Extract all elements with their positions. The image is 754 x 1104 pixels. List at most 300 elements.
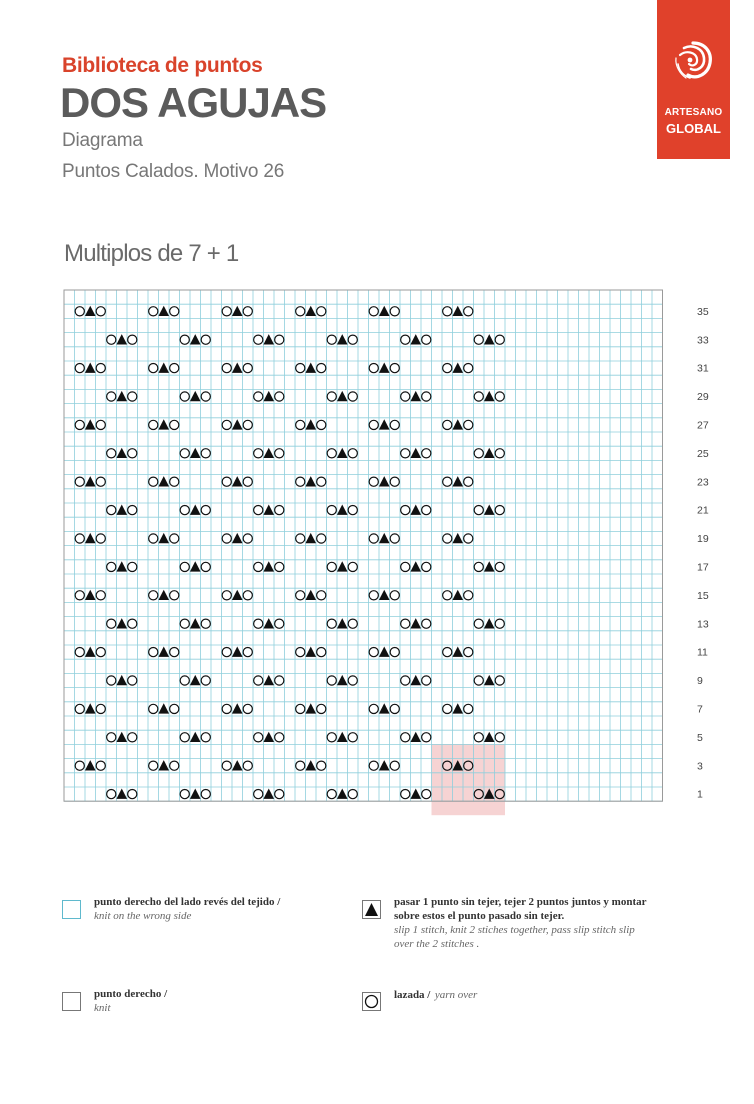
yarn-over-symbol xyxy=(464,364,473,373)
yarn-over-symbol xyxy=(401,676,410,685)
yarn-over-symbol xyxy=(96,477,105,486)
sk2p-symbol xyxy=(263,448,274,458)
yarn-over-symbol xyxy=(369,477,378,486)
yarn-over-symbol xyxy=(443,420,452,429)
sk2p-symbol xyxy=(85,476,96,486)
yarn-over-symbol xyxy=(107,506,116,515)
sk2p-symbol xyxy=(232,590,243,600)
yarn-over-symbol xyxy=(243,307,252,316)
yarn-over-symbol xyxy=(422,619,431,628)
yarn-over-symbol xyxy=(275,790,284,799)
yarn-over-symbol xyxy=(369,761,378,770)
sk2p-symbol xyxy=(484,561,495,571)
yarn-over-symbol xyxy=(327,619,336,628)
row-number: 5 xyxy=(697,731,703,744)
sk2p-symbol xyxy=(158,703,169,713)
yarn-over-symbol xyxy=(201,506,210,515)
yarn-over-symbol xyxy=(390,477,399,486)
yarn-over-symbol xyxy=(327,733,336,742)
yarn-over-symbol xyxy=(149,307,158,316)
yarn-over-symbol xyxy=(243,420,252,429)
yarn-over-symbol xyxy=(369,307,378,316)
yarn-over-symbol xyxy=(128,335,137,344)
sk2p-symbol xyxy=(410,448,421,458)
yarn-over-symbol xyxy=(275,562,284,571)
yarn-over-symbol xyxy=(443,307,452,316)
sk2p-symbol xyxy=(410,675,421,685)
yarn-over-symbol xyxy=(96,761,105,770)
sk2p-symbol xyxy=(263,391,274,401)
yarn-over-symbol xyxy=(75,420,84,429)
sk2p-symbol xyxy=(305,363,316,373)
yarn-over-symbol xyxy=(401,506,410,515)
sk2p-symbol xyxy=(484,618,495,628)
sk2p-symbol xyxy=(379,306,390,316)
subtitle: Diagrama xyxy=(62,130,143,151)
yarn-over-symbol xyxy=(243,761,252,770)
sk2p-symbol xyxy=(379,760,390,770)
yarn-over-symbol xyxy=(275,449,284,458)
yarn-over-symbol xyxy=(107,733,116,742)
yarn-over-symbol xyxy=(180,449,189,458)
yarn-over-symbol xyxy=(275,676,284,685)
yarn-over-symbol xyxy=(170,307,179,316)
sk2p-symbol xyxy=(410,618,421,628)
sk2p-symbol xyxy=(305,703,316,713)
yarn-over-symbol xyxy=(327,790,336,799)
knit-wrong-side-box-icon xyxy=(62,900,81,919)
sk2p-symbol xyxy=(452,419,463,429)
sk2p-symbol xyxy=(337,732,348,742)
sk2p-symbol xyxy=(116,675,127,685)
yarn-over-symbol xyxy=(128,733,137,742)
sk2p-symbol xyxy=(263,561,274,571)
yarn-over-symbol xyxy=(96,704,105,713)
yarn-over-symbol xyxy=(75,534,84,543)
yarn-over-symbol xyxy=(75,364,84,373)
yarn-over-symbol xyxy=(401,619,410,628)
sk2p-symbol xyxy=(337,505,348,515)
yarn-over-symbol xyxy=(369,420,378,429)
sk2p-symbol xyxy=(305,647,316,657)
sk2p-symbol xyxy=(263,618,274,628)
legend-text-es: lazada / xyxy=(394,989,431,1001)
sk2p-symbol xyxy=(452,533,463,543)
sk2p-symbol xyxy=(263,789,274,799)
yarn-over-symbol xyxy=(327,562,336,571)
yarn-over-symbol xyxy=(401,733,410,742)
yarn-over-symbol xyxy=(317,591,326,600)
yarn-over-symbol xyxy=(348,506,357,515)
yarn-over-symbol xyxy=(422,506,431,515)
sk2p-symbol xyxy=(85,306,96,316)
sk2p-symbol xyxy=(190,675,201,685)
row-number: 19 xyxy=(697,533,709,546)
row-number: 31 xyxy=(697,362,709,375)
sk2p-symbol xyxy=(410,561,421,571)
sk2p-symbol xyxy=(410,391,421,401)
yarn-over-symbol xyxy=(369,704,378,713)
yarn-over-symbol xyxy=(348,619,357,628)
sk2p-symbol xyxy=(85,363,96,373)
row-number: 27 xyxy=(697,419,709,432)
yarn-over-symbol xyxy=(201,562,210,571)
sk2p-symbol xyxy=(232,306,243,316)
yarn-over-symbol xyxy=(317,704,326,713)
yarn-over-symbol xyxy=(222,534,231,543)
yarn-over-symbol xyxy=(75,704,84,713)
yarn-over-symbol xyxy=(390,648,399,657)
legend-text-en: knit xyxy=(94,1002,111,1014)
yarn-over-symbol xyxy=(348,449,357,458)
yarn-over-symbol xyxy=(422,449,431,458)
yarn-over-symbol xyxy=(464,477,473,486)
sk2p-symbol xyxy=(452,363,463,373)
sk2p-symbol xyxy=(410,505,421,515)
yarn-over-symbol xyxy=(149,591,158,600)
sk2p-symbol xyxy=(190,732,201,742)
yarn-over-symbol xyxy=(107,676,116,685)
yarn-over-symbol xyxy=(401,392,410,401)
sk2p-symbol xyxy=(337,675,348,685)
row-number: 25 xyxy=(697,447,709,460)
sk2p-symbol xyxy=(305,533,316,543)
sk2p-symbol xyxy=(305,476,316,486)
sk2p-symbol xyxy=(410,334,421,344)
sk2p-symbol xyxy=(190,505,201,515)
yarn-over-symbol xyxy=(422,392,431,401)
sk2p-symbol xyxy=(232,703,243,713)
repeat-highlight xyxy=(432,744,506,815)
yarn-over-circle-icon xyxy=(362,992,381,1011)
sk2p-symbol xyxy=(190,448,201,458)
yarn-over-symbol xyxy=(201,733,210,742)
row-number: 3 xyxy=(697,760,703,773)
yarn-over-symbol xyxy=(317,307,326,316)
yarn-over-symbol xyxy=(254,506,263,515)
yarn-over-symbol xyxy=(96,534,105,543)
yarn-over-symbol xyxy=(390,364,399,373)
yarn-over-symbol xyxy=(474,562,483,571)
yarn-over-symbol xyxy=(317,761,326,770)
sk2p-symbol xyxy=(263,334,274,344)
yarn-over-symbol xyxy=(348,335,357,344)
yarn-over-symbol xyxy=(422,790,431,799)
yarn-over-symbol xyxy=(170,648,179,657)
sk2p-symbol xyxy=(337,561,348,571)
sk2p-symbol xyxy=(85,647,96,657)
yarn-over-symbol xyxy=(254,449,263,458)
sk2p-symbol xyxy=(337,391,348,401)
sk2p-symbol xyxy=(305,419,316,429)
row-number: 35 xyxy=(697,305,709,318)
yarn-over-symbol xyxy=(107,790,116,799)
yarn-over-symbol xyxy=(254,335,263,344)
yarn-over-symbol xyxy=(275,506,284,515)
sk2p-symbol xyxy=(190,789,201,799)
yarn-over-symbol xyxy=(495,335,504,344)
yarn-over-symbol xyxy=(96,307,105,316)
yarn-over-symbol xyxy=(464,420,473,429)
yarn-over-symbol xyxy=(75,477,84,486)
yarn-over-symbol xyxy=(170,591,179,600)
yarn-over-symbol xyxy=(422,335,431,344)
yarn-over-symbol xyxy=(464,648,473,657)
yarn-over-symbol xyxy=(201,392,210,401)
yarn-over-symbol xyxy=(180,676,189,685)
yarn-over-symbol xyxy=(180,619,189,628)
yarn-over-symbol xyxy=(254,733,263,742)
sk2p-symbol xyxy=(158,306,169,316)
yarn-over-symbol xyxy=(401,335,410,344)
legend-text-en: over the 2 stitches . xyxy=(394,938,480,950)
yarn-over-symbol xyxy=(128,562,137,571)
yarn-over-symbol xyxy=(149,534,158,543)
yarn-over-symbol xyxy=(201,619,210,628)
sk2p-symbol xyxy=(410,732,421,742)
sk2p-symbol xyxy=(190,618,201,628)
yarn-over-symbol xyxy=(474,733,483,742)
yarn-over-symbol xyxy=(474,335,483,344)
sk2p-symbol xyxy=(484,334,495,344)
sk2p-symbol xyxy=(379,363,390,373)
yarn-over-symbol xyxy=(296,420,305,429)
yarn-over-symbol xyxy=(296,704,305,713)
sk2p-symbol xyxy=(116,334,127,344)
sk2p-symbol xyxy=(158,647,169,657)
sk2p-symbol xyxy=(379,533,390,543)
sk2p-symbol xyxy=(263,675,274,685)
sk2p-symbol xyxy=(232,647,243,657)
sk2p-symbol xyxy=(116,789,127,799)
series-title: Biblioteca de puntos xyxy=(62,54,263,77)
yarn-over-symbol xyxy=(149,704,158,713)
yarn-over-symbol xyxy=(327,392,336,401)
yarn-over-symbol xyxy=(222,364,231,373)
yarn-over-symbol xyxy=(443,477,452,486)
sk2p-symbol xyxy=(337,334,348,344)
yarn-over-symbol xyxy=(390,420,399,429)
yarn-over-symbol xyxy=(180,790,189,799)
sk2p-symbol xyxy=(379,647,390,657)
sk2p-symbol xyxy=(116,505,127,515)
legend-text-en: yarn over xyxy=(434,989,478,1001)
yarn-over-symbol xyxy=(390,534,399,543)
yarn-over-symbol xyxy=(474,619,483,628)
legend-text-es: sobre estos el punto pasado sin tejer. xyxy=(394,910,565,922)
yarn-over-symbol xyxy=(180,733,189,742)
sk2p-symbol xyxy=(232,760,243,770)
yarn-over-symbol xyxy=(96,591,105,600)
yarn-over-symbol xyxy=(149,761,158,770)
sk2p-symbol xyxy=(379,590,390,600)
sk2p-symbol xyxy=(116,732,127,742)
yarn-over-symbol xyxy=(149,364,158,373)
yarn-over-symbol xyxy=(443,364,452,373)
yarn-over-symbol xyxy=(107,335,116,344)
yarn-over-symbol xyxy=(390,704,399,713)
yarn-over-symbol xyxy=(201,335,210,344)
yarn-over-symbol xyxy=(128,790,137,799)
sk2p-symbol xyxy=(484,391,495,401)
sk2p-symbol xyxy=(232,363,243,373)
yarn-over-symbol xyxy=(275,335,284,344)
yarn-over-symbol xyxy=(180,506,189,515)
sk2p-symbol xyxy=(158,476,169,486)
yarn-over-symbol xyxy=(243,477,252,486)
yarn-over-symbol xyxy=(149,477,158,486)
yarn-over-symbol xyxy=(243,648,252,657)
yarn-over-symbol xyxy=(296,307,305,316)
yarn-over-symbol xyxy=(75,648,84,657)
yarn-over-symbol xyxy=(348,562,357,571)
yarn-over-symbol xyxy=(474,506,483,515)
yarn-over-symbol xyxy=(348,733,357,742)
yarn-over-symbol xyxy=(222,648,231,657)
sk2p-symbol xyxy=(158,363,169,373)
sk2p-symbol xyxy=(158,590,169,600)
pattern-name: Puntos Calados. Motivo 26 xyxy=(62,161,285,182)
legend-text-es: pasar 1 punto sin tejer, tejer 2 puntos juntos y montar xyxy=(394,896,647,908)
yarn-over-symbol xyxy=(222,591,231,600)
sk2p-symbol xyxy=(85,703,96,713)
yarn-over-symbol xyxy=(222,420,231,429)
row-number: 17 xyxy=(697,561,709,574)
yarn-over-symbol xyxy=(254,562,263,571)
row-number: 11 xyxy=(697,646,708,659)
yarn-over-symbol xyxy=(222,477,231,486)
row-number: 23 xyxy=(697,476,709,489)
row-number: 15 xyxy=(697,589,709,602)
yarn-over-symbol xyxy=(422,562,431,571)
yarn-over-symbol xyxy=(254,619,263,628)
yarn-over-symbol xyxy=(422,733,431,742)
sk2p-symbol xyxy=(305,590,316,600)
yarn-over-symbol xyxy=(96,420,105,429)
sk2p-symbol xyxy=(190,334,201,344)
sk2p-symbol xyxy=(484,448,495,458)
legend-text-es: punto derecho / xyxy=(94,988,168,1000)
yarn-over-symbol xyxy=(254,676,263,685)
yarn-over-symbol xyxy=(243,704,252,713)
sk2p-symbol xyxy=(263,732,274,742)
yarn-over-symbol xyxy=(201,449,210,458)
yarn-over-symbol xyxy=(201,676,210,685)
sk2p-symbol xyxy=(232,533,243,543)
yarn-over-symbol xyxy=(75,307,84,316)
yarn-over-symbol xyxy=(201,790,210,799)
yarn-over-symbol xyxy=(348,790,357,799)
yarn-over-symbol xyxy=(296,591,305,600)
sk2p-symbol xyxy=(337,618,348,628)
yarn-over-symbol xyxy=(390,307,399,316)
yarn-over-symbol xyxy=(149,648,158,657)
sk2p-symbol xyxy=(263,505,274,515)
sk2p-symbol xyxy=(85,590,96,600)
row-number: 1 xyxy=(697,788,703,801)
yarn-over-symbol xyxy=(170,364,179,373)
yarn-over-symbol xyxy=(327,676,336,685)
yarn-over-symbol xyxy=(369,648,378,657)
yarn-over-symbol xyxy=(443,704,452,713)
yarn-over-symbol xyxy=(149,420,158,429)
yarn-over-symbol xyxy=(495,392,504,401)
sk2p-symbol xyxy=(484,675,495,685)
yarn-over-symbol xyxy=(422,676,431,685)
sk2p-symbol xyxy=(158,419,169,429)
yarn-over-symbol xyxy=(401,790,410,799)
yarn-over-symbol xyxy=(296,534,305,543)
sk2p-symbol xyxy=(190,391,201,401)
yarn-over-symbol xyxy=(107,619,116,628)
yarn-over-symbol xyxy=(369,591,378,600)
yarn-over-symbol xyxy=(317,364,326,373)
yarn-over-symbol xyxy=(495,676,504,685)
sk2p-symbol xyxy=(158,760,169,770)
yarn-over-symbol xyxy=(243,534,252,543)
row-number: 13 xyxy=(697,618,709,631)
yarn-over-symbol xyxy=(327,449,336,458)
yarn-over-symbol xyxy=(464,704,473,713)
sk2p-symbol xyxy=(158,533,169,543)
knit-box-icon xyxy=(62,992,81,1011)
row-number: 7 xyxy=(697,703,703,716)
row-number: 9 xyxy=(697,675,703,688)
yarn-over-symbol xyxy=(128,619,137,628)
yarn-over-symbol xyxy=(464,307,473,316)
sk2p-symbol xyxy=(379,419,390,429)
yarn-over-symbol xyxy=(243,591,252,600)
yarn-over-symbol xyxy=(296,648,305,657)
sk2p-symbol xyxy=(232,419,243,429)
yarn-over-symbol xyxy=(170,477,179,486)
sk2p-symbol xyxy=(85,760,96,770)
yarn-over-symbol xyxy=(128,676,137,685)
yarn-over-symbol xyxy=(107,562,116,571)
brand-name-line1: ARTESANO xyxy=(664,107,723,118)
sk2p-symbol xyxy=(232,476,243,486)
yarn-over-symbol xyxy=(222,307,231,316)
yarn-over-symbol xyxy=(317,420,326,429)
yarn-over-symbol xyxy=(296,477,305,486)
sk2p-symbol xyxy=(337,789,348,799)
yarn-over-symbol xyxy=(401,449,410,458)
sk2p-symbol xyxy=(452,703,463,713)
sk2p-symbol xyxy=(337,448,348,458)
yarn-over-symbol xyxy=(296,761,305,770)
yarn-over-symbol xyxy=(464,534,473,543)
sk2p-symbol xyxy=(379,476,390,486)
legend-text-en: knit on the wrong side xyxy=(94,910,192,922)
yarn-over-symbol xyxy=(495,733,504,742)
yarn-over-symbol xyxy=(170,761,179,770)
sk2p-symbol xyxy=(116,561,127,571)
yarn-over-symbol xyxy=(495,619,504,628)
yarn-over-symbol xyxy=(128,392,137,401)
yarn-over-symbol xyxy=(275,392,284,401)
yarn-over-symbol xyxy=(75,591,84,600)
yarn-over-symbol xyxy=(96,364,105,373)
row-number: 29 xyxy=(697,391,709,404)
yarn-over-symbol xyxy=(369,534,378,543)
yarn-over-symbol xyxy=(275,619,284,628)
row-number: 21 xyxy=(697,504,709,517)
sk2p-symbol xyxy=(305,760,316,770)
yarn-over-symbol xyxy=(495,449,504,458)
yarn-over-symbol xyxy=(96,648,105,657)
sk2p-symbol xyxy=(452,306,463,316)
yarn-over-symbol xyxy=(474,676,483,685)
